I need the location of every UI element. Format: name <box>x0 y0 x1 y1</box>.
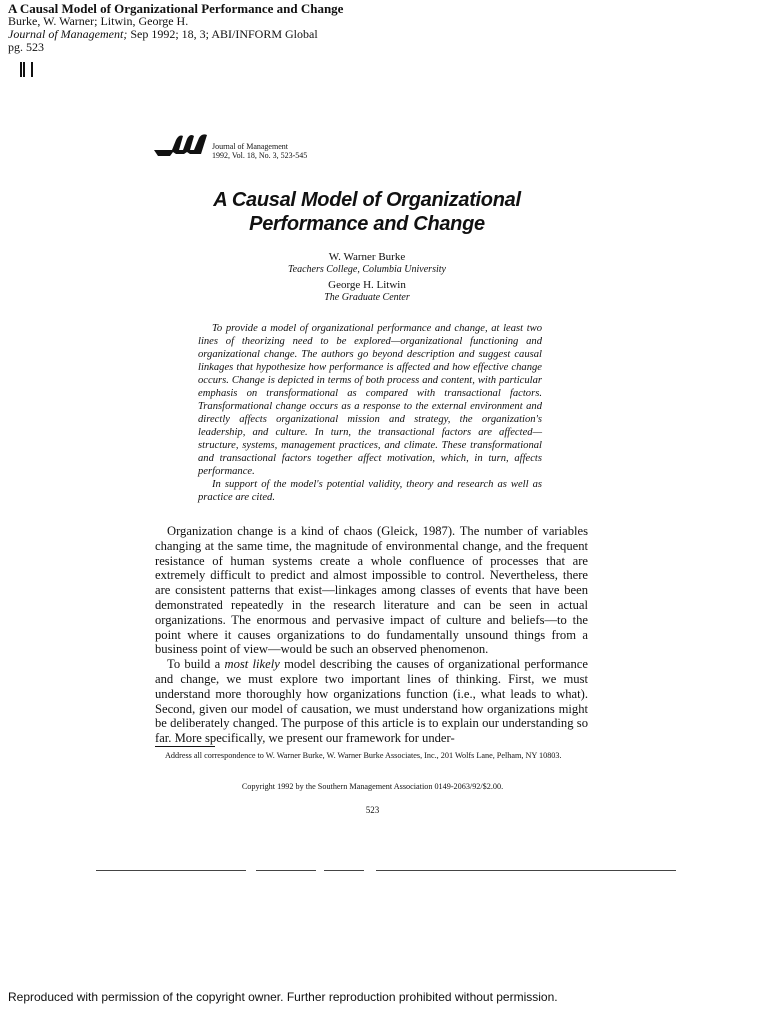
citation-source-rest: Sep 1992; 18, 3; ABI/INFORM Global <box>130 27 318 41</box>
scan-edge-line <box>96 870 676 872</box>
author-affiliation: The Graduate Center <box>324 292 410 303</box>
author-affiliation: Teachers College, Columbia University <box>288 264 446 275</box>
abstract <box>198 322 542 504</box>
body-text <box>155 524 588 746</box>
citation-title: A Causal Model of Organizational Performance and Change <box>8 1 344 16</box>
author-name: W. Warner Burke <box>328 251 406 263</box>
abstract-paragraph: To provide a model of organizational performance and change, at least two lines of theorizing need to be explored—organizational functioning and organizational change. The authors go beyond description and suggest causal linkages that hypothesize how performance is affected and how effective change occurs. Change is depicted in terms of both process and content, with particular emphasis on transformational as compared with transactional factors. Transformational change occurs as a response to the external environment and directly affects organizational mission and strategy, the organization's leadership, and culture. In turn, the transactional factors are affected—structure, systems, management practices, and climate. These transformational and transactional factors together affect motivation, which, in turn, affects performance. <box>198 323 542 477</box>
journal-volume: 1992, Vol. 18, No. 3, 523-545 <box>212 151 308 160</box>
article-title-line-2: Performance and Change <box>249 213 485 235</box>
journal-logo <box>152 130 210 160</box>
article-title <box>150 188 584 236</box>
page-number: 523 <box>365 805 380 815</box>
citation-page: pg. 523 <box>8 40 44 54</box>
body-paragraph <box>155 657 588 746</box>
reproduction-notice: Reproduced with permission of the copyright owner. Further reproduction prohibited without permission. <box>8 990 558 1004</box>
citation-journal: Journal of Management; <box>8 27 128 41</box>
footnote: Address all correspondence to W. Warner Burke, W. Warner Burke Associates, Inc., 201 Wolfs Lane, Pelham, NY 10803. <box>165 751 562 760</box>
author-name: George H. Litwin <box>328 279 406 291</box>
journal-info <box>212 142 307 160</box>
body-emphasis: most likely <box>224 657 280 672</box>
article-title-line-1: A Causal Model of Organizational <box>213 189 521 211</box>
body-paragraph: Organization change is a kind of chaos (Gleick, 1987). The number of variables changing at the same time, the magnitude of environmental change, and the frequent resistance of human systems create a whole confluence of processes that are extremely difficult to predict and almost impossible to control. Nevertheless, there are consistent patterns that exist—linkages among classes of events that have been demonstrated repeatedly in the research literature and can be seen in actual organizations. The enormous and pervasive impact of culture and beliefs—to the point where it causes organizations to do fundamentally unsound things from a business point of view—would be such an observed phenomenon. <box>155 524 588 657</box>
body-text-run: model describing the causes of organizational performance and change, we must explore two important lines of thinking. First, we must understand more thoroughly how organizations function (i.e., what leads to what). Second, given our model of causation, we must understand how organizations might be deliberately changed. The purpose of this article is to explain our understanding so far. More specifically, we present our framework for under- <box>155 657 588 746</box>
copyright-line: Copyright 1992 by the Southern Management Association 0149-2063/92/$2.00. <box>241 782 504 791</box>
abstract-paragraph: In support of the model's potential validity, theory and research as well as practice are cited. <box>198 479 542 503</box>
footnote-rule <box>155 746 215 747</box>
body-text-run: To build a <box>167 657 225 672</box>
citation-authors: Burke, W. Warner; Litwin, George H. <box>8 14 189 28</box>
journal-name: Journal of Management <box>212 142 288 151</box>
